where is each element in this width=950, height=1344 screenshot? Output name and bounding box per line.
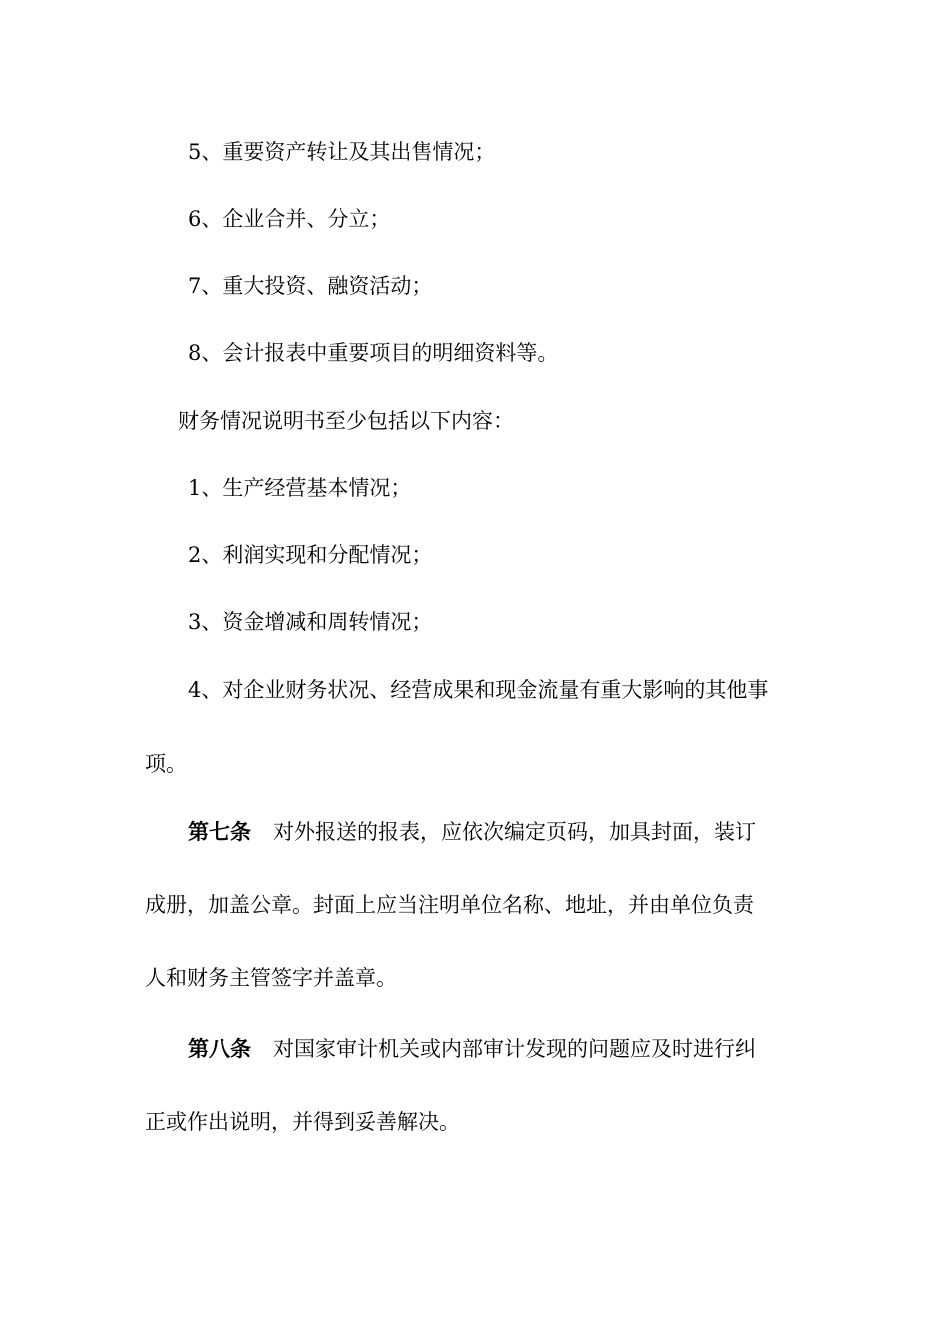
article-7-line3: 人和财务主管签字并盖章。: [145, 966, 397, 990]
article-8-line1: [145, 1035, 810, 1063]
list-item-7: 7、重大投资、融资活动；: [188, 274, 433, 298]
article-8-line2: 正或作出说明，并得到妥善解决。: [145, 1110, 460, 1134]
list-item-8: 8、会计报表中重要项目的明细资料等。: [188, 341, 559, 365]
article-8-text: 对国家审计机关或内部审计发现的问题应及时进行纠: [273, 1037, 756, 1061]
content-item-1: 1、生产经营基本情况；: [188, 476, 412, 500]
article-8-heading: 第八条: [188, 1036, 251, 1061]
article-7-text: 对外报送的报表，应依次编定页码，加具封面，装订: [273, 820, 756, 844]
content-item-4-line1: 4、对企业财务状况、经营成果和现金流量有重大影响的其他事: [188, 678, 769, 702]
content-item-4-line2: 项。: [145, 752, 187, 776]
article-7-line1: [145, 818, 810, 846]
list-item-6: 6、企业合并、分立；: [188, 207, 391, 231]
article-7-heading: 第七条: [188, 819, 251, 844]
content-item-2: 2、利润实现和分配情况；: [188, 543, 433, 567]
intro-paragraph: 财务情况说明书至少包括以下内容：: [178, 409, 514, 433]
list-item-5: 5、重要资产转让及其出售情况；: [188, 140, 496, 164]
article-7-line2: 成册，加盖公章。封面上应当注明单位名称、地址，并由单位负责: [145, 893, 754, 917]
content-item-3: 3、资金增减和周转情况；: [188, 610, 433, 634]
